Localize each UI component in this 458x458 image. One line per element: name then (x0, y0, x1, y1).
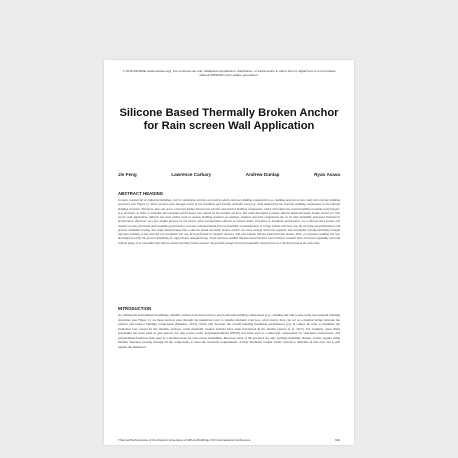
author-list (118, 172, 340, 177)
conference-name: Thermal Performance of the Exterior Envelopes of Whole Buildings XIV International Conference (118, 438, 251, 442)
paper-page (104, 60, 354, 445)
author-name: Ryan Asava (314, 172, 340, 177)
copyright-notice: © 2016 ASHRAE (www.ashrae.org). For personal use only. Additional reproduction, distribution, or transmission in either print or digital form is not permitted without ASHRAE's prior written permission. (122, 69, 336, 77)
page-footer (118, 438, 340, 442)
page-number: 319 (334, 438, 340, 442)
abstract-heading: ABSTRACT HEADING (118, 191, 164, 196)
introduction-heading: INTRODUCTION (118, 306, 152, 311)
author-name: Lawrence Carbary (171, 172, 212, 177)
author-name: Jie Feng (118, 172, 137, 177)
abstract-body: In many commercial or industrial buildings, steel or aluminium anchors are used to attach external cladding components (e.g. cladding and rain screen wall) onto internal building structures (see Figure 1). These anchors pass through seams in the insulation and transfer dramatic heat (e.g. wind loads) from the external cladding components to the internal building structure. Therefore, they can act as a thermal bridge between the exterior and interior building components, which will reduce the overall building insulation performance (e.g. R value). In order to minimize the insulation performance loss caused by the metallic anchors, this study developed a unique silicone based thermally broken anchor for rain screen wall application. Silicone has been widely used in various building products as coatings, sealants and joint components due to its high durability and good elastomeric performance. However, very few studies focused on the anchor joint incorporation silicone to achieve better structural or insulation performance, as a silicone-steel anchor will require not only structural and insulation performance, but also a demonstrated process possibility in manufacture. It is high volume with low cost. By carrying out performance and process validation testing, this study demonstrated that a silicone based thermally broken anchor can have enough structural capacity and acceptable manufacturability through injection molding. A test with the two insulation test was first performed to compare anchors with and without silicone based thermal breaks. Then, an injection molding test was developed to verify the process feasibility for high volume manufacturing. These injection molded silicone-based anchors were tested to evaluate their structural capability with and without aging. It is concluded that silicone based thermally broken anchor can provide enough structural capability and perform as a thermal break at the same time. (118, 198, 340, 245)
introduction-body: In commercial and industrial buildings, metallic anchors have been used to attach external building components (e.g. cladding and rain screen wall) onto internal building structures (see Figure 1). As these anchors pass through the insulation layer to transfer dramatic load (e.g. wind loads), they can act as a thermal bridge between the exterior and interior building components (Hanssen, 2013), which will decrease the overall building insulation performance (e.g. R value). In order to minimize the insulation loss caused by the metallic anchors, some thermally broken anchors have been introduced in the market (Asava et al. 2017). For example, glass filled polyamide has been used as grid spacers for rain screen walls, polyphenylsulfone (PPSU) has been used as connection components for structural construction, and polyurethane/foam has been used as a thermal break for rain screen assemblies. However, most of the products are only partially thermally broken, as they require using metallic fasteners passing through all the components to meet the structural requirements. A fully thermally broken anchor system is desirable in this case, but it will require the insulation (118, 313, 340, 349)
paper-title: Silicone Based Thermally Broken Anchor for Rain screen Wall Application (119, 107, 339, 132)
author-name: Andrew Dunlap (245, 172, 280, 177)
